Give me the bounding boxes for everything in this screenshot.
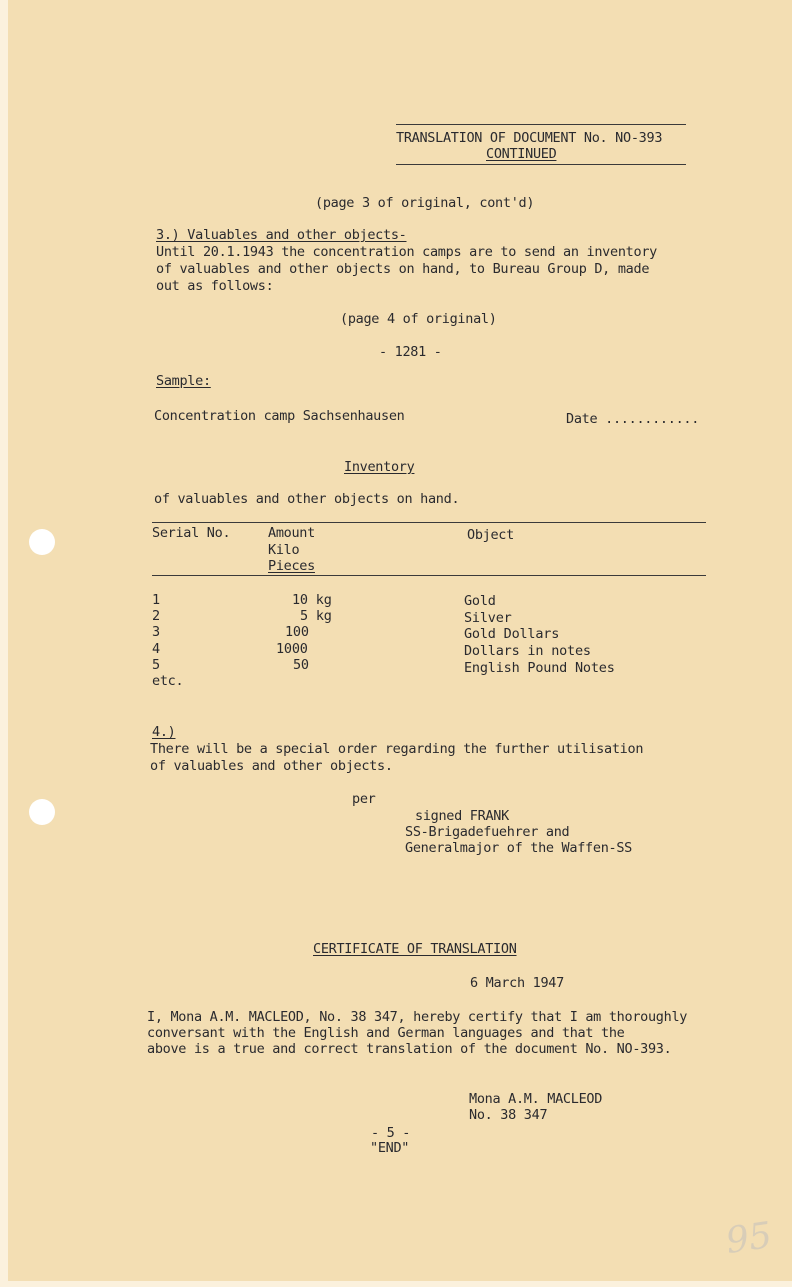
signature-rank: SS-Brigadefuehrer and [405, 824, 570, 840]
row-2-serial: 2 [152, 608, 160, 624]
row-5-amount: 50 [293, 657, 309, 673]
translator-name: Mona A.M. MACLEOD [469, 1091, 603, 1107]
left-paper-edge [0, 0, 8, 1287]
column-header-serial: Serial No. [152, 525, 231, 541]
signature-title: Generalmajor of the Waffen-SS [405, 840, 633, 856]
row-4-serial: 4 [152, 641, 160, 657]
row-5-object: English Pound Notes [464, 660, 615, 676]
header-continued: CONTINUED [486, 146, 557, 162]
section3-heading: 3.) Valuables and other objects- [156, 227, 407, 243]
column-header-pieces: Pieces [268, 558, 315, 574]
header-title: TRANSLATION OF DOCUMENT No. NO-393 [396, 130, 663, 146]
signature-signed: signed FRANK [415, 808, 509, 824]
row-2-object: Silver [464, 610, 512, 626]
row-3-amount: 100 [285, 624, 309, 640]
punch-hole-top [29, 529, 55, 555]
row-1-object: Gold [464, 593, 496, 609]
row-1-serial: 1 [152, 592, 160, 608]
footer-page-number: - 5 - [371, 1125, 411, 1141]
punch-hole-bottom [29, 799, 55, 825]
row-4-object: Dollars in notes [464, 643, 591, 659]
row-3-serial: 3 [152, 624, 160, 640]
column-header-amount: Amount [268, 525, 315, 541]
row-3-object: Gold Dollars [464, 626, 560, 642]
camp-line: Concentration camp Sachsenhausen [154, 408, 405, 424]
certificate-title: CERTIFICATE OF TRANSLATION [313, 941, 517, 957]
table-top-rule [152, 522, 706, 523]
column-header-object: Object [467, 527, 514, 543]
certificate-line1: I, Mona A.M. MACLEOD, No. 38 347, hereby certify that I am thoroughly [147, 1009, 688, 1025]
inventory-etc: etc. [152, 673, 184, 689]
page-note-4: (page 4 of original) [340, 311, 497, 327]
section3-line2: of valuables and other objects on hand, to Bureau Group D, made [156, 261, 650, 277]
pencil-page-mark: 95 [723, 1215, 775, 1262]
inventory-title: Inventory [344, 459, 415, 475]
certificate-line3: above is a true and correct translation of the document No. NO-393. [147, 1041, 672, 1057]
date-line: Date ............ [566, 411, 700, 427]
section4-line1: There will be a special order regarding the further utilisation [150, 741, 644, 757]
row-4-amount: 1000 [276, 641, 308, 657]
certificate-date: 6 March 1947 [470, 975, 564, 991]
section3-line1: Until 20.1.1943 the concentration camps are to send an inventory [156, 244, 657, 260]
certificate-line2: conversant with the English and German languages and that the [147, 1025, 625, 1041]
section4-heading: 4.) [152, 724, 176, 740]
translator-number: No. 38 347 [469, 1107, 548, 1123]
column-header-kilo: Kilo [268, 542, 300, 558]
header-bottom-rule [396, 164, 686, 165]
signature-per: per [352, 791, 376, 807]
page-note-3: (page 3 of original, cont'd) [315, 195, 535, 211]
table-header-rule [152, 575, 706, 576]
row-1-amount: 10 kg [292, 592, 332, 608]
row-2-amount: 5 kg [300, 608, 332, 624]
page-number-1281: - 1281 - [379, 344, 442, 360]
section4-line2: of valuables and other objects. [150, 758, 393, 774]
sample-label: Sample: [156, 373, 211, 389]
row-5-serial: 5 [152, 657, 160, 673]
section3-line3: out as follows: [156, 278, 274, 294]
footer-end: "END" [370, 1140, 410, 1156]
bottom-paper-edge [0, 1281, 792, 1287]
inventory-subtitle: of valuables and other objects on hand. [154, 491, 460, 507]
header-top-rule [396, 124, 686, 125]
